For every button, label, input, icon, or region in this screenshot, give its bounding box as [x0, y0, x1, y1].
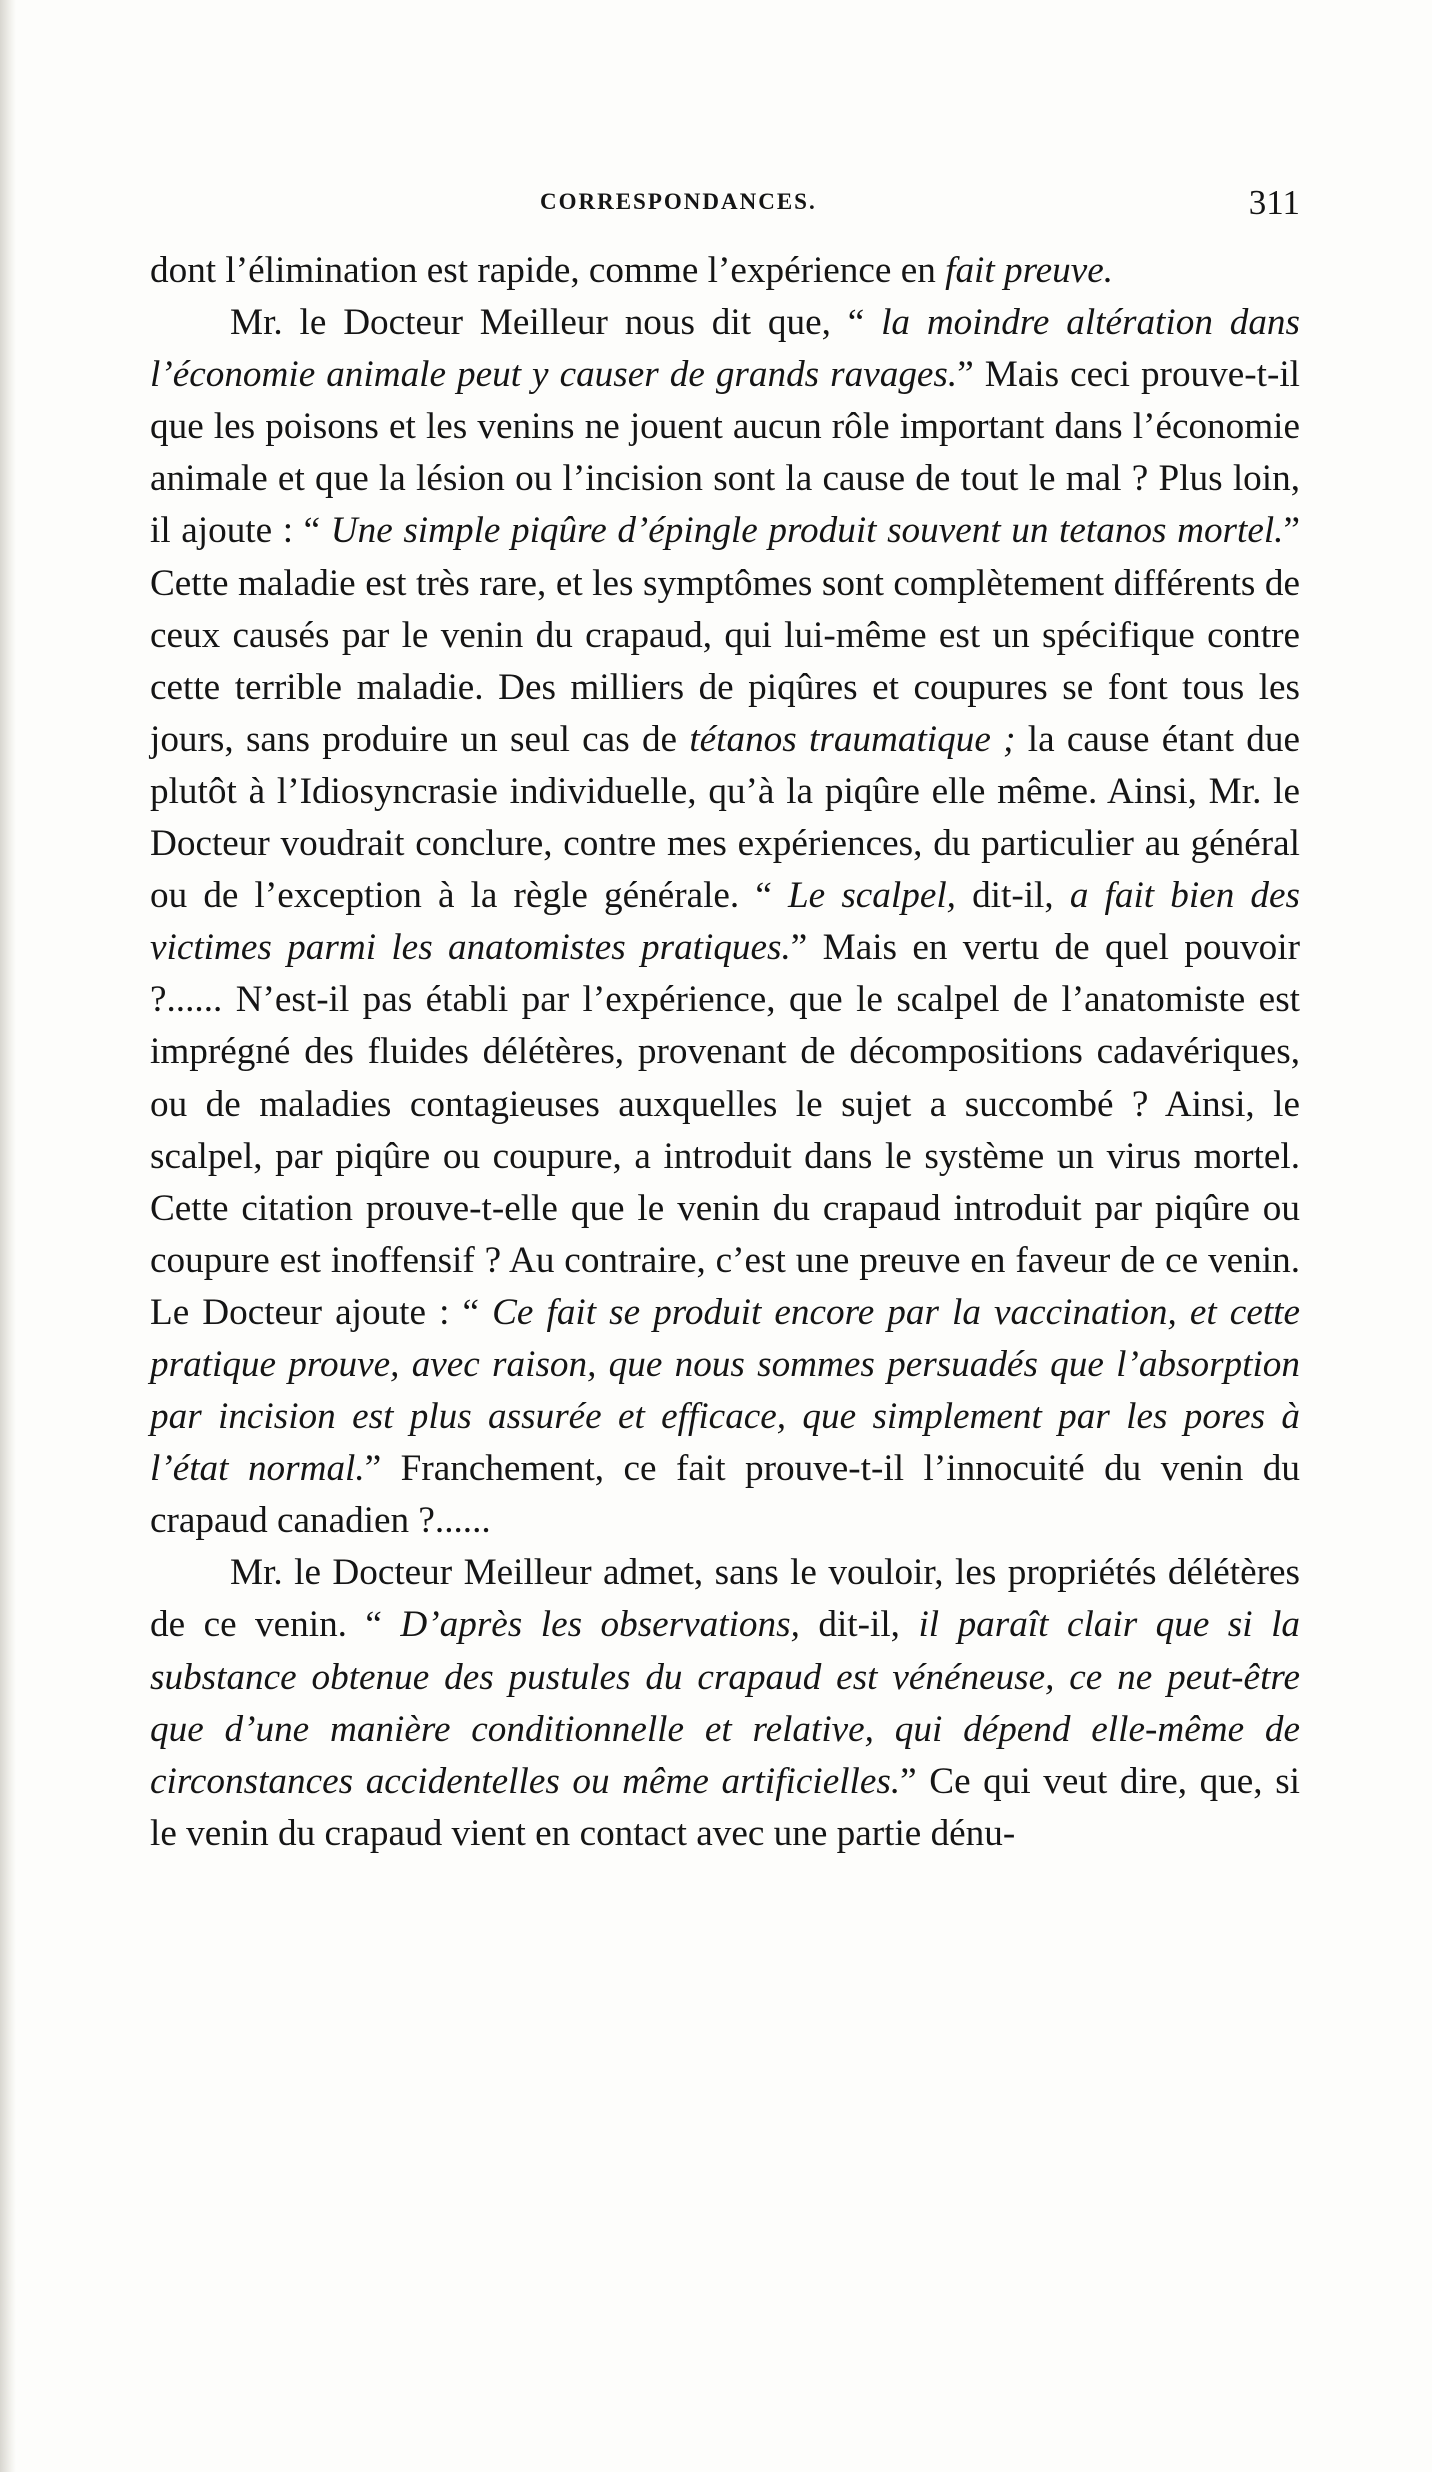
italic-run: a fait bien des victimes parmi les anatomistes pratiques.: [150, 875, 1300, 969]
italic-run: Le scalpel,: [788, 875, 956, 917]
italic-run: fait preuve.: [945, 250, 1114, 291]
paragraph: [150, 297, 1300, 1547]
page-header: [150, 183, 1300, 223]
text-run: ” Mais en vertu de quel pouvoir ?...... N’est-il pas établi par l’expérience, que le scalpel de l’anatomiste est imprégné des fluides délétères, provenant de décompositions cadavériques, ou de maladies contagieuses auxquelles le sujet a succombé ? Ainsi, le scalpel, par piqûre ou coupure, a introduit dans le système un virus mortel. Cette citation prouve-t-elle que le venin du crapaud introduit par piqûre ou coupure est inoffensif ? Au contraire, c’est une preuve en faveur de ce venin. Le Docteur ajoute : “: [150, 927, 1300, 1333]
text-run: ” Cette maladie est très rare, et les symptômes sont complètement différents de ceux causés par le venin du crapaud, qui lui-même est un spécifique contre cette terrible maladie. Des milliers de piqûres et coupures se font tous les jours, sans produire un seul cas de: [150, 510, 1300, 760]
paragraph: [150, 245, 1300, 297]
text-run: ” Franchement, ce fait prouve-t-il l’innocuité du venin du crapaud canadien ?......: [150, 1448, 1300, 1542]
italic-run: il paraît clair que si la substance obtenue des pustules du crapaud est vénéneuse, ce ne peut-être que d’une manière conditionnelle et relative, qui dépend elle-même de circonstances accidentelles ou même artificielles.: [150, 1604, 1301, 1802]
text-run: dit-il,: [955, 875, 1070, 917]
italic-run: Ce fait se produit encore par la vaccination, et cette pratique prouve, avec raison, que nous sommes persuadés que l’absorption par incision est plus assurée et efficace, que simplement par les pores à l’état normal.: [150, 1291, 1300, 1490]
text-run: dit-il,: [799, 1604, 919, 1646]
italic-run: la moindre altération dans l’économie animale peut y causer de grands ravages.: [150, 302, 1300, 396]
text-run: Mr. le Docteur Meilleur admet, sans le vouloir, les propriétés délétères de ce venin. “: [150, 1552, 1300, 1646]
text-run: dont l’élimination est rapide, comme l’expérience en: [150, 250, 946, 291]
page-number: 311: [1248, 183, 1300, 222]
text-run: ” Ce qui veut dire, que, si le venin du crapaud vient en contact avec une partie dénu-: [150, 1760, 1300, 1854]
text-run: ” Mais ceci prouve-t-il que les poisons et les venins ne jouent aucun rôle important dans l’économie animale et que la lésion ou l’incision sont la cause de tout le mal ? Plus loin, il ajoute : “: [150, 354, 1300, 552]
page-edge-shadow: [0, 0, 16, 2472]
italic-run: Une simple piqûre d’épingle produit souvent un tetanos mortel.: [330, 510, 1284, 552]
running-head: CORRESPONDANCES.: [540, 189, 817, 214]
italic-run: tétanos traumatique ;: [689, 718, 1016, 760]
body-text: [150, 245, 1300, 1860]
text-run: Mr. le Docteur Meilleur nous dit que, “: [230, 302, 882, 344]
paragraph: [150, 1547, 1300, 1860]
text-run: la cause étant due plutôt à l’Idiosyncrasie individuelle, qu’à la piqûre elle même. Ainsi, Mr. le Docteur voudrait conclure, contre mes expériences, du particulier au général ou de l’exception à la règle générale. “: [150, 718, 1300, 917]
italic-run: D’après les observations,: [400, 1604, 800, 1646]
